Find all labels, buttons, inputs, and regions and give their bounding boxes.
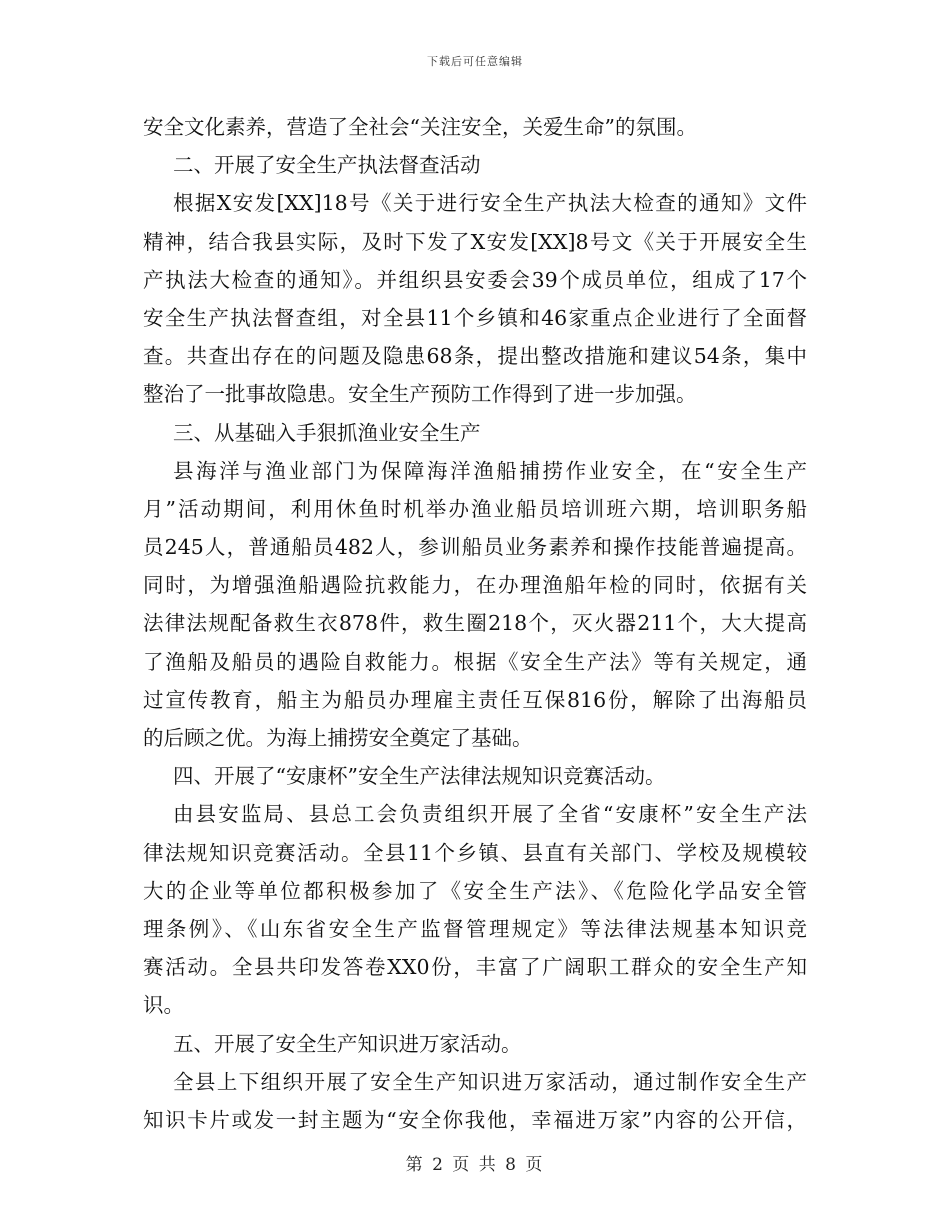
body-line: 安全文化素养，营造了全社会“关注安全，关爱生命”的氛围。 (143, 115, 697, 139)
body-line: 精神，结合我县实际，及时下发了X安发[XX]8号文《关于开展安全生 (143, 229, 807, 254)
body-line: 理条例》、《山东省安全生产监督管理规定》等法律法规基本知识竞 (143, 916, 807, 941)
document-body (143, 108, 807, 1139)
body-line: 查。共查出存在的问题及隐患68条，提出整改措施和建议54条，集中 (143, 344, 807, 369)
body-line: 同时，为增强渔船遇险抗救能力，在办理渔船年检的同时，依据有关 (143, 573, 807, 598)
body-line: 过宣传教育，船主为船员办理雇主责任互保816份，解除了出海船员 (143, 687, 807, 712)
body-line: 识。 (143, 993, 184, 1018)
body-line: 县海洋与渔业部门为保障海洋渔船捕捞作业安全，在“安全生产 (173, 458, 807, 483)
body-line: 了渔船及船员的遇险自救能力。根据《安全生产法》等有关规定，通 (143, 649, 807, 674)
body-line: 法律法规配备救生衣878件，救生圈218个，灭火器211个，大大提高 (143, 611, 807, 636)
section-heading: 四、开展了“安康杯”安全生产法律法规知识竞赛活动。 (173, 764, 666, 789)
body-line: 由县安监局、县总工会负责组织开展了全省“安康杯”安全生产法 (173, 802, 807, 827)
body-line: 员245人，普通船员482人，参训船员业务素养和操作技能普遍提高。 (143, 535, 807, 560)
body-line: 赛活动。全县共印发答卷XX0份，丰富了广阔职工群众的安全生产知 (143, 955, 807, 980)
body-line: 安全生产执法督查组，对全县11个乡镇和46家重点企业进行了全面督 (143, 305, 807, 330)
body-line: 根据X安发[XX]18号《关于进行安全生产执法大检查的通知》文件 (173, 191, 807, 216)
page-header-note: 下载后可任意编辑 (427, 55, 523, 68)
body-line: 整治了一批事故隐患。安全生产预防工作得到了进一步加强。 (143, 382, 697, 407)
section-heading: 二、开展了安全生产执法督查活动 (173, 153, 481, 178)
section-heading: 三、从基础入手狠抓渔业安全生产 (173, 420, 481, 445)
body-line: 月”活动期间，利用休鱼时机举办渔业船员培训班六期，培训职务船 (143, 496, 807, 521)
body-line: 知识卡片或发一封主题为“安全你我他，幸福进万家”内容的公开信， (143, 1107, 807, 1132)
body-line: 产执法大检查的通知》。并组织县安委会39个成员单位，组成了17个 (143, 267, 807, 292)
body-line: 大的企业等单位都积极参加了《安全生产法》、《危险化学品安全管 (143, 878, 807, 903)
page-number: 第 2 页 共 8 页 (405, 1155, 545, 1175)
body-line: 律法规知识竞赛活动。全县11个乡镇、县直有关部门、学校及规模较 (143, 840, 807, 865)
section-heading: 五、开展了安全生产知识进万家活动。 (173, 1031, 522, 1056)
body-line: 的后顾之优。为海上捕捞安全奠定了基础。 (143, 726, 533, 750)
body-line: 全县上下组织开展了安全生产知识进万家活动，通过制作安全生产 (173, 1069, 807, 1094)
